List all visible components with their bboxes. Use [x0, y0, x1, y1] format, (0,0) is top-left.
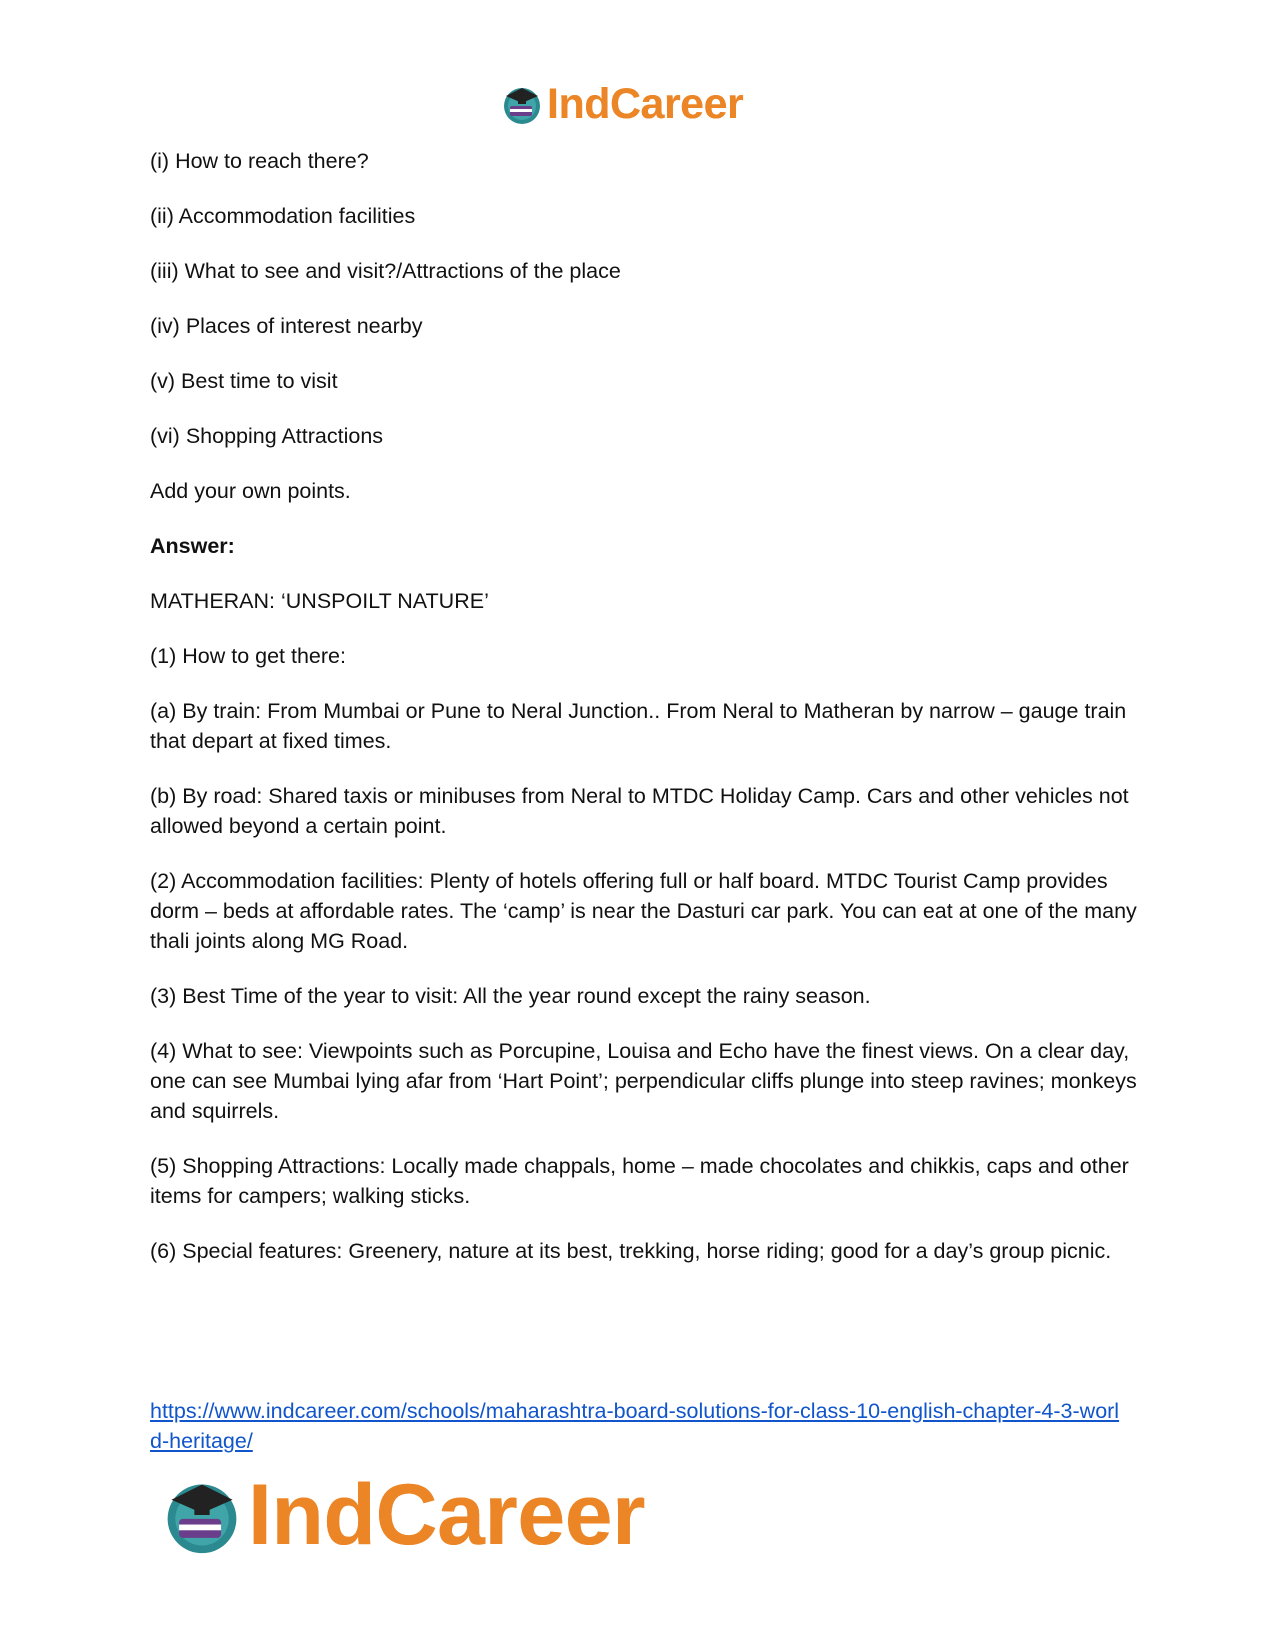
- question-point-5: (v) Best time to visit: [150, 369, 338, 393]
- graduation-cap-book-globe-icon: [160, 1473, 244, 1557]
- logo-wordmark: IndCareer: [547, 79, 744, 128]
- answer-section-6: (6) Special features: Greenery, nature at its best, trekking, horse riding; good for a day’s group picnic.: [150, 1239, 1112, 1263]
- answer-section-4: (4) What to see: Viewpoints such as Porcupine, Louisa and Echo have the finest views. On a clear day, one can see Mumbai lying afar from ‘Hart Point’; perpendicular cliffs plunge into steep ravines; monkeys and squirrels.: [150, 1039, 1137, 1123]
- question-point-2: (ii) Accommodation facilities: [150, 204, 416, 228]
- question-point-6: (vi) Shopping Attractions: [150, 424, 384, 448]
- instruction-text: Add your own points.: [150, 479, 351, 503]
- footer-logo: [160, 1466, 645, 1563]
- footer-link-container: [150, 1396, 1130, 1456]
- document-body: [150, 146, 1140, 1291]
- header-logo: [500, 80, 743, 128]
- source-link[interactable]: https://www.indcareer.com/schools/maharashtra-board-solutions-for-class-10-english-chapter-4-3-world-heritage/: [150, 1399, 1120, 1453]
- graduation-cap-book-globe-icon: [500, 82, 544, 126]
- question-point-1: (i) How to reach there?: [150, 149, 369, 173]
- answer-section-5: (5) Shopping Attractions: Locally made chappals, home – made chocolates and chikkis, caps and other items for campers; walking sticks.: [150, 1154, 1129, 1208]
- answer-heading: Answer:: [150, 534, 235, 558]
- question-point-3: (iii) What to see and visit?/Attractions of the place: [150, 259, 621, 283]
- logo-wordmark: IndCareer: [248, 1466, 645, 1563]
- answer-title: MATHERAN: ‘UNSPOILT NATURE’: [150, 589, 489, 613]
- answer-section-1b: (b) By road: Shared taxis or minibuses from Neral to MTDC Holiday Camp. Cars and other vehicles not allowed beyond a certain point.: [150, 784, 1129, 838]
- answer-section-1: (1) How to get there:: [150, 644, 346, 668]
- answer-section-1a: (a) By train: From Mumbai or Pune to Neral Junction.. From Neral to Matheran by narrow – gauge train that depart at fixed times.: [150, 699, 1127, 753]
- question-point-4: (iv) Places of interest nearby: [150, 314, 423, 338]
- answer-section-2: (2) Accommodation facilities: Plenty of hotels offering full or half board. MTDC Tourist Camp provides dorm – beds at affordable rates. The ‘camp’ is near the Dasturi car park. You can eat at one of the many thali joints along MG Road.: [150, 869, 1137, 953]
- answer-section-3: (3) Best Time of the year to visit: All the year round except the rainy season.: [150, 984, 871, 1008]
